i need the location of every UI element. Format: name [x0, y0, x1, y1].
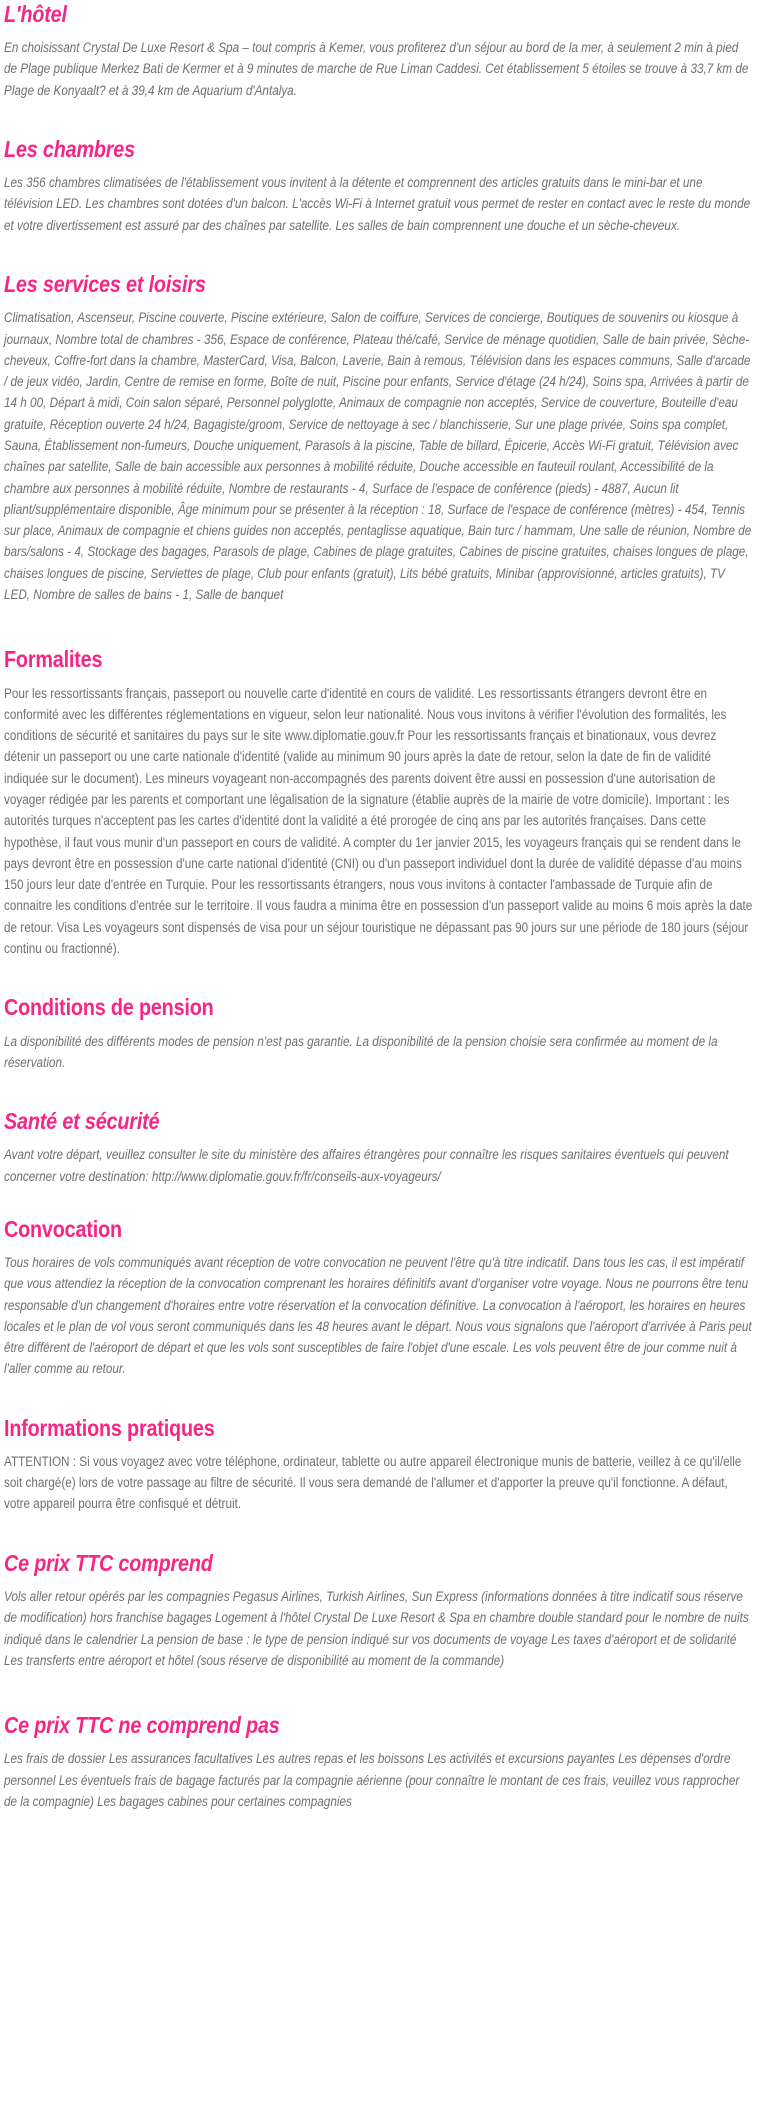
section-body-convocation: Tous horaires de vols communiqués avant réception de votre convocation ne peuvent l'être qu'à titre indicatif. Dans tous les cas, il est impératif que vous attendiez la réception de la convocation comprenant les horaires définitifs avant d'organiser votre voyage. Nous ne pourrons être tenu responsable d'un changement d'horaires entre votre réservation et la convocation définitive. La convocation à l'aéroport, les horaires en heures locales et le plan de vol vous seront communiqués dans les 48 heures avant le départ. Nous vous signalons que l'aéroport d'arrivée à Paris peut être différent de l'aéroport de départ et que les vols sont susceptibles de faire l'objet d'une escale. Les vols peuvent être de jour comme nuit à l'aller comme au retour.: [4, 1254, 752, 1377]
section-title-informations-pratiques: Informations pratiques: [4, 1414, 215, 1441]
section-body-hotel: En choisissant Crystal De Luxe Resort & Spa – tout compris à Kemer, vous profiterez d'un séjour au bord de la mer, à seulement 2 min à pied de Plage publique Merkez Bati de Kermer et à 9 minutes de marche de Rue Liman Caddesi. Cet établissement 5 étoiles se trouve à 33,7 km de Plage de Konyaalt? et à 39,4 km de Aquarium d'Antalya.: [4, 40, 749, 98]
section-convocation: [4, 1217, 754, 1380]
section-formalites: [4, 647, 754, 959]
section-body-services-loisirs: Climatisation, Ascenseur, Piscine couverte, Piscine extérieure, Salon de coiffure, Services de concierge, Boutiques de souvenirs ou kiosque à journaux, Nombre total de chambres - 356, Espace de conférence, Plateau thé/café, Service de ménage quotidien, Salle de bain privée, Sèche-cheveux, Coffre-fort dans la chambre, MasterCard, Visa, Balcon, Laverie, Bain à remous, Télévision dans les espaces communs, Salle d'arcade / de jeux vidéo, Jardin, Centre de remise en forme, Boîte de nuit, Piscine pour enfants, Service d'étage (24 h/24), Soins spa, Arrivées à partir de 14 h 00, Départ à midi, Coin salon séparé, Personnel polyglotte, Animaux de compagnie non acceptés, Service de couverture, Bouteille d'eau gratuite, Réception ouverte 24 h/24, Bagagiste/groom, Service de nettoyage à sec / blanchisserie, Sur une plage privée, Soins spa complet, Sauna, Établissement non-fumeurs, Douche uniquement, Parasols à la piscine, Table de billard, Épicerie, Accès Wi-Fi gratuit, Télévision avec chaînes par satellite, Salle de bain accessible aux personnes à mobilité réduite, Douche accessible en fauteuil roulant, Accessibilité de la chambre aux personnes à mobilité réduite, Nombre de restaurants - 4, Surface de l'espace de conférence (pieds) - 4887, Aucun lit pliant/supplémentaire disponible, Âge minimum pour se présenter à la réception : 18, Surface de l'espace de conférence (mètres) - 454, Tennis sur place, Animaux de compagnie et chiens guides non acceptés, pentaglisse aquatique, Bain turc / hammam, Une salle de réunion, Nombre de bars/salons - 4, Stockage des bagages, Parasols de plage, Cabines de plage gratuites, Cabines de piscine gratuites, chaises longues de plage, chaises longues de piscine, Serviettes de plage, Club pour enfants (gratuit), Lits bébé gratuits, Minibar (approvisionné, articles gratuits), TV LED, Nombre de salles de bains - 1, Salle de banquet: [4, 310, 752, 603]
section-title-chambres: Les chambres: [4, 136, 135, 163]
section-body-conditions-pension: La disponibilité des différents modes de pension n'est pas garantie. La disponibilité de la pension choisie sera confirmée au moment de la réservation.: [4, 1033, 718, 1070]
section-title-services-loisirs: Les services et loisirs: [4, 271, 206, 298]
section-title-prix-comprend: Ce prix TTC comprend: [4, 1549, 213, 1576]
section-body-prix-ne-comprend-pas: Les frais de dossier Les assurances facultatives Les autres repas et les boissons Les activités et excursions payantes Les dépenses d'ordre personnel Les éventuels frais de bagage facturés par la compagnie aérienne (pour connaître le montant de ces frais, veuillez vous rapprocher de la compagnie) Les bagages cabines pour certaines compagnies: [4, 1751, 740, 1809]
section-hotel: [4, 2, 754, 101]
section-title-prix-ne-comprend-pas: Ce prix TTC ne comprend pas: [4, 1712, 280, 1739]
section-body-chambres: Les 356 chambres climatisées de l'établissement vous invitent à la détente et comprennent des articles gratuits dans le mini-bar et une télévision LED. Les chambres sont dotées d'un balcon. L'accès Wi-Fi à Internet gratuit vous permet de rester en contact avec le reste du monde et votre divertissement est assuré par des chaînes par satellite. Les salles de bain comprennent une douche et un sèche-cheveux.: [4, 175, 751, 233]
section-title-formalites: Formalites: [4, 646, 103, 673]
section-body-sante-securite: Avant votre départ, veuillez consulter le site du ministère des affaires étrangères pour connaître les risques sanitaires éventuels qui peuvent concerner votre destination: http://www.diplomatie.gouv.fr/fr/conseils-aux-voyageurs/: [4, 1147, 729, 1184]
section-body-formalites: Pour les ressortissants français, passeport ou nouvelle carte d'identité en cours de validité. Les ressortissants étrangers devront être en conformité avec les différentes réglementations en vigueur, selon leur nationalité. Nous vous invitons à vérifier l'évolution des formalités, les conditions de sécurité et sanitaires du pays sur le site www.diplomatie.gouv.fr Pour les ressortissants français et binationaux, vous devrez détenir un passeport ou une carte nationale d'identité (valide au minimum 90 jours après la date de retour, selon la date de fin de validité indiquée sur le document). Les mineurs voyageant non-accompagnés des parents doivent être aussi en possession d'une autorisation de voyager rédigée par les parents et comportant une légalisation de la signature (établie auprès de la mairie de votre domicile). Important : les autorités turques n'acceptent pas les cartes d'identité dont la validité a été prorogée de cinq ans par les autorités françaises. Dans cette hypothèse, il faut vous munir d'un passeport en cours de validité. A compter du 1er janvier 2015, les voyageurs français qui se rendent dans le pays devront être en possession d'une carte national d'identité (CNI) ou d'un passeport individuel dont la durée de validité dépasse d'au moins 150 jours leur date d'entrée en Turquie. Pour les ressortissants étrangers, nous vous invitons à contacter l'ambassade de Turquie afin de connaitre les conditions d'entrée sur le territoire. Il vous faudra a minima être en possession d'un passeport valide au moins 6 mois après la date de retour. Visa Les voyageurs sont dispensés de visa pour un séjour touristique ne dépassant pas 90 jours sur une période de 180 jours (séjour continu ou fractionné).: [4, 685, 753, 957]
section-prix-comprend: [4, 1551, 754, 1671]
section-body-prix-comprend: Vols aller retour opérés par les compagnies Pegasus Airlines, Turkish Airlines, Sun Express (informations données à titre indicatif sous réserve de modification) hors franchise bagages Logement à l'hôtel Crystal De Luxe Resort & Spa en chambre double standard pour le nombre de nuits indiqué dans le calendrier La pension de base : le type de pension indiqué sur vos documents de voyage Les taxes d'aéroport et de solidarité Les transferts entre aéroport et hôtel (sous réserve de disponibilité au moment de la commande): [4, 1588, 749, 1668]
section-title-hotel: L'hôtel: [4, 1, 67, 27]
section-prix-ne-comprend-pas: [4, 1713, 754, 1812]
section-informations-pratiques: [4, 1416, 754, 1515]
section-body-informations-pratiques: ATTENTION : Si vous voyagez avec votre téléphone, ordinateur, tablette ou autre appareil électronique munis de batterie, veillez à ce qu'il/elle soit chargé(e) lors de votre passage au filtre de sécurité. Il vous sera demandé de l'allumer et d'apporter la preuve qu'il fonctionne. A défaut, votre appareil pourra être confisqué et détruit.: [4, 1453, 742, 1512]
section-title-sante-securite: Santé et sécurité: [4, 1108, 160, 1135]
section-title-convocation: Convocation: [4, 1215, 122, 1242]
section-conditions-pension: [4, 995, 754, 1073]
section-title-conditions-pension: Conditions de pension: [4, 994, 214, 1021]
section-services-loisirs: [4, 272, 754, 605]
section-chambres: [4, 137, 754, 236]
section-sante-securite: [4, 1109, 754, 1187]
